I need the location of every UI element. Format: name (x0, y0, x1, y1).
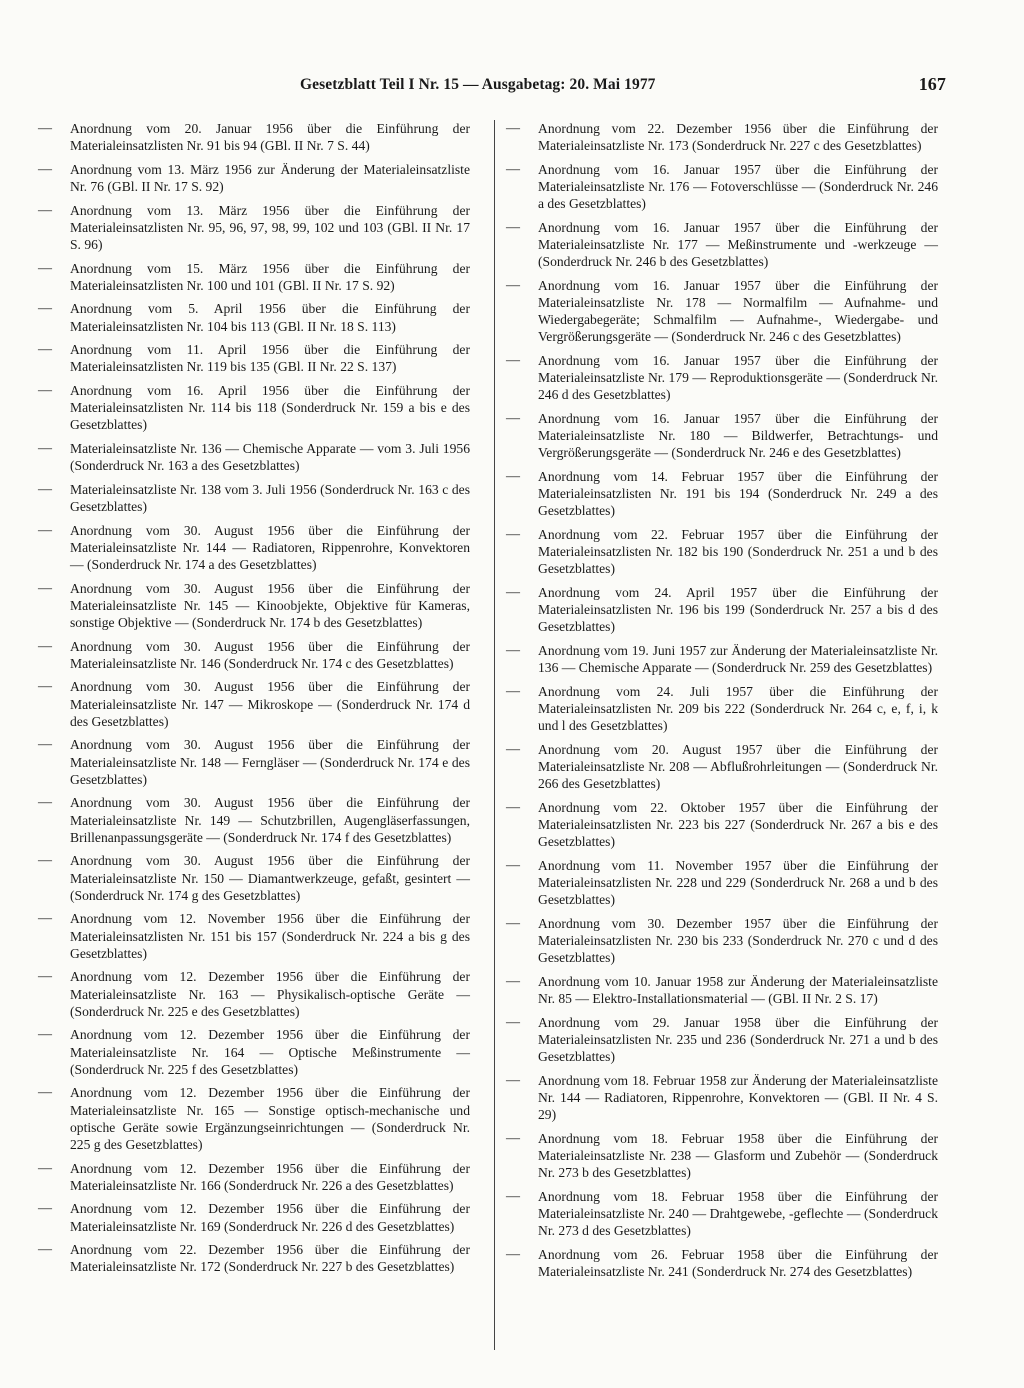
list-item-text: Anordnung vom 18. Februar 1958 über die Einführung der Materialeinsatzliste Nr. 240 — Drahtgewebe, -geflechte — (Sonderdruck Nr. 273 d des Gesetzblattes) (538, 1188, 938, 1238)
list-item-text: Anordnung vom 30. August 1956 über die Einführung der Materialeinsatzliste Nr. 147 — Mikroskope — (Sonderdruck Nr. 174 d des Gesetzblattes) (70, 679, 470, 729)
list-dash-marker: — (38, 301, 52, 317)
list-item-text: Anordnung vom 12. Dezember 1956 über die Einführung der Materialeinsatzliste Nr. 164 — Optische Meßinstrumente — (Sonderdruck Nr. 225 f des Gesetzblattes) (70, 1027, 470, 1077)
list-item (506, 410, 938, 462)
right-column (506, 120, 938, 1286)
list-item (506, 161, 938, 213)
list-item (506, 277, 938, 346)
list-item-text: Anordnung vom 18. Februar 1958 über die Einführung der Materialeinsatzliste Nr. 238 — Glasform und Zubehör — (Sonderdruck Nr. 273 b des Gesetzblattes) (538, 1130, 938, 1180)
list-item (38, 440, 470, 474)
list-item-text: Anordnung vom 13. März 1956 zur Änderung der Materialeinsatzliste Nr. 76 (GBl. II Nr. 17 S. 92) (70, 161, 470, 194)
list-dash-marker: — (38, 481, 52, 497)
list-dash-marker: — (506, 161, 520, 177)
list-dash-marker: — (506, 1246, 520, 1262)
list-dash-marker: — (38, 121, 52, 136)
list-dash-marker: — (38, 911, 52, 927)
list-item (506, 584, 938, 636)
list-item-text: Anordnung vom 29. Januar 1958 über die Einführung der Materialeinsatzlisten Nr. 235 und 236 (Sonderdruck Nr. 271 a und b des Gesetzblattes) (538, 1014, 938, 1064)
list-item-text: Anordnung vom 14. Februar 1957 über die Einführung der Materialeinsatzlisten Nr. 191 bis 194 (Sonderdruck Nr. 249 a des Gesetzblattes) (538, 469, 938, 519)
list-item (506, 219, 938, 271)
list-item-text: Anordnung vom 19. Juni 1957 zur Änderung der Materialeinsatzliste Nr. 136 — Chemische Apparate — (Sonderdruck Nr. 259 des Gesetzblattes) (538, 643, 938, 676)
list-dash-marker: — (38, 1027, 52, 1043)
list-item-text: Anordnung vom 22. Dezember 1956 über die Einführung der Materialeinsatzliste Nr. 173 (Sonderdruck Nr. 227 c des Gesetzblattes) (538, 121, 938, 154)
list-item-text: Materialeinsatzliste Nr. 136 — Chemische Apparate — vom 3. Juli 1956 (Sonderdruck Nr. 163 a des Gesetzblattes) (70, 440, 470, 474)
list-item-text: Anordnung vom 13. März 1956 über die Einführung der Materialeinsatzlisten Nr. 95, 96, 97, 98, 99, 102 und 103 (GBl. II Nr. 17 S. 96) (70, 202, 470, 252)
page-header (300, 76, 946, 98)
list-item-text: Anordnung vom 30. August 1956 über die Einführung der Materialeinsatzliste Nr. 150 — Diamantwerkzeuge, gefaßt, gesintert — (Sonderdruck Nr. 174 g des Gesetzblattes) (70, 853, 470, 903)
list-item-text: Anordnung vom 22. Oktober 1957 über die Einführung der Materialeinsatzlisten Nr. 223 bis 227 (Sonderdruck Nr. 267 a bis e des Gesetzblattes) (538, 799, 938, 850)
page-header-title: Gesetzblatt Teil I Nr. 15 — Ausgabetag: 20. Mai 1977 (300, 76, 656, 93)
list-item (38, 202, 470, 254)
list-item-text: Anordnung vom 12. Dezember 1956 über die Einführung der Materialeinsatzliste Nr. 163 — Physikalisch-optische Geräte — (Sonderdruck Nr. 225 e des Gesetzblattes) (70, 969, 470, 1019)
list-item (506, 1130, 938, 1182)
list-item (506, 857, 938, 909)
list-item-text: Anordnung vom 30. August 1956 über die Einführung der Materialeinsatzliste Nr. 149 — Schutzbrillen, Augengläserfassungen, Brillenanpassungsgeräte — (Sonderdruck Nr. 174 f des Gesetzblattes) (70, 795, 470, 845)
list-item (38, 852, 470, 904)
list-dash-marker: — (38, 638, 52, 654)
list-dash-marker: — (506, 1014, 520, 1030)
list-item-text: Anordnung vom 12. November 1956 über die Einführung der Materialeinsatzlisten Nr. 151 bis 157 (Sonderdruck Nr. 224 a bis g des Gesetzblattes) (70, 911, 470, 961)
list-item-text: Anordnung vom 16. Januar 1957 über die Einführung der Materialeinsatzliste Nr. 179 — Reproduktionsgeräte — (Sonderdruck Nr. 246 d des Gesetzblattes) (538, 353, 938, 403)
list-item-text: Anordnung vom 30. August 1956 über die Einführung der Materialeinsatzliste Nr. 148 — Ferngläser — (Sonderdruck Nr. 174 e des Gesetzblattes) (70, 737, 470, 787)
list-dash-marker: — (506, 915, 520, 931)
list-item (38, 910, 470, 962)
list-item-text: Anordnung vom 10. Januar 1958 zur Änderung der Materialeinsatzliste Nr. 85 — Elektro-Installationsmaterial — (GBl. II Nr. 2 S. 17) (538, 973, 938, 1006)
list-item-text: Anordnung vom 20. August 1957 über die Einführung der Materialeinsatzliste Nr. 208 — Abflußrohrleitungen — (Sonderdruck Nr. 266 des Gesetzblattes) (538, 741, 938, 792)
list-item (38, 968, 470, 1020)
list-item (38, 341, 470, 375)
list-item (506, 799, 938, 851)
list-dash-marker: — (38, 580, 52, 596)
list-dash-marker: — (38, 737, 52, 753)
list-item-text: Anordnung vom 16. Januar 1957 über die Einführung der Materialeinsatzliste Nr. 178 — Normalfilm — Aufnahme- und Wiedergabegeräte; Schmalfilm — Aufnahme-, Wiedergabe- und Vergrößerungsgeräte — (Sonderdruck Nr. 246 c des Gesetzblattes) (538, 277, 938, 345)
list-dash-marker: — (38, 440, 52, 456)
list-item-text: Anordnung vom 5. April 1956 über die Einführung der Materialeinsatzlisten Nr. 104 bis 113 (GBl. II Nr. 18 S. 113) (70, 301, 470, 334)
list-item-text: Anordnung vom 16. April 1956 über die Einführung der Materialeinsatzlisten Nr. 114 bis 118 (Sonderdruck Nr. 159 a bis e des Gesetzblattes) (70, 382, 470, 433)
list-item (506, 642, 938, 676)
list-item (506, 973, 938, 1007)
list-item (38, 580, 470, 632)
list-dash-marker: — (38, 969, 52, 985)
list-item (38, 161, 470, 195)
list-dash-marker: — (38, 1201, 52, 1217)
list-item (38, 481, 470, 515)
list-dash-marker: — (38, 795, 52, 811)
column-divider (494, 120, 495, 1350)
list-dash-marker: — (506, 219, 520, 235)
list-dash-marker: — (38, 522, 52, 538)
list-item (38, 522, 470, 574)
list-item (38, 1160, 470, 1194)
list-item (506, 1188, 938, 1240)
list-dash-marker: — (38, 382, 52, 398)
list-item (506, 915, 938, 967)
list-dash-marker: — (506, 683, 520, 699)
list-dash-marker: — (38, 260, 52, 276)
list-item (506, 1246, 938, 1280)
list-dash-marker: — (506, 643, 520, 658)
list-item-text: Anordnung vom 30. August 1956 über die Einführung der Materialeinsatzliste Nr. 146 (Sonderdruck Nr. 174 c des Gesetzblattes) (70, 638, 470, 671)
list-item-text: Anordnung vom 22. Februar 1957 über die Einführung der Materialeinsatzlisten Nr. 182 bis 190 (Sonderdruck Nr. 251 a und b des Gesetzblattes) (538, 527, 938, 577)
list-dash-marker: — (506, 799, 520, 815)
list-dash-marker: — (38, 1085, 52, 1101)
list-item (38, 300, 470, 334)
list-item (506, 526, 938, 578)
list-dash-marker: — (506, 411, 520, 426)
list-dash-marker: — (38, 853, 52, 869)
list-dash-marker: — (506, 1188, 520, 1204)
list-item (38, 1241, 470, 1275)
list-dash-marker: — (506, 1130, 520, 1146)
list-item-text: Anordnung vom 16. Januar 1957 über die Einführung der Materialeinsatzliste Nr. 176 — Fotoverschlüsse — (Sonderdruck Nr. 246 a des Gesetzblattes) (538, 161, 938, 212)
list-item-text: Anordnung vom 20. Januar 1956 über die Einführung der Materialeinsatzlisten Nr. 91 bis 94 (GBl. II Nr. 7 S. 44) (70, 121, 470, 154)
page-number: 167 (918, 74, 946, 94)
list-dash-marker: — (506, 1072, 520, 1088)
list-dash-marker: — (506, 469, 520, 484)
list-item-text: Anordnung vom 26. Februar 1958 über die Einführung der Materialeinsatzliste Nr. 241 (Sonderdruck Nr. 274 des Gesetzblattes) (538, 1246, 938, 1279)
list-dash-marker: — (506, 277, 520, 293)
list-dash-marker: — (38, 202, 52, 218)
list-item (38, 120, 470, 154)
list-dash-marker: — (506, 585, 520, 600)
list-dash-marker: — (506, 857, 520, 873)
list-item-text: Anordnung vom 16. Januar 1957 über die Einführung der Materialeinsatzliste Nr. 177 — Meßinstrumente und -werkzeuge — (Sonderdruck Nr. 246 b des Gesetzblattes) (538, 219, 938, 270)
list-dash-marker: — (38, 342, 52, 358)
list-item (506, 683, 938, 735)
list-item-text: Anordnung vom 11. April 1956 über die Einführung der Materialeinsatzlisten Nr. 119 bis 135 (GBl. II Nr. 22 S. 137) (70, 342, 470, 375)
list-item-text: Anordnung vom 24. April 1957 über die Einführung der Materialeinsatzlisten Nr. 196 bis 199 (Sonderdruck Nr. 257 a bis d des Gesetzblattes) (538, 585, 938, 635)
list-item (38, 736, 470, 788)
list-item (506, 1072, 938, 1124)
list-dash-marker: — (506, 527, 520, 542)
list-dash-marker: — (38, 1242, 52, 1258)
list-dash-marker: — (38, 161, 52, 177)
list-item-text: Anordnung vom 11. November 1957 über die Einführung der Materialeinsatzlisten Nr. 228 und 229 (Sonderdruck Nr. 268 a und b des Gesetzblattes) (538, 857, 938, 908)
list-item-text: Anordnung vom 30. August 1956 über die Einführung der Materialeinsatzliste Nr. 144 — Radiatoren, Rippenrohre, Konvektoren — (Sonderdruck Nr. 174 a des Gesetzblattes) (70, 522, 470, 572)
list-item (506, 741, 938, 793)
list-item-text: Anordnung vom 12. Dezember 1956 über die Einführung der Materialeinsatzliste Nr. 165 — Sonstige optisch-mechanische und optische Geräte sowie Ergänzungseinrichtungen — (Sonderdruck Nr. 225 g des Gesetzblattes) (70, 1085, 470, 1152)
list-dash-marker: — (506, 353, 520, 368)
list-dash-marker: — (506, 973, 520, 989)
list-item (38, 794, 470, 846)
list-dash-marker: — (38, 1160, 52, 1176)
left-column (38, 120, 470, 1282)
list-item (506, 120, 938, 154)
list-item (506, 468, 938, 520)
list-item-text: Anordnung vom 12. Dezember 1956 über die Einführung der Materialeinsatzliste Nr. 169 (Sonderdruck Nr. 226 d des Gesetzblattes) (70, 1201, 470, 1234)
list-dash-marker: — (38, 679, 52, 695)
list-item-text: Anordnung vom 22. Dezember 1956 über die Einführung der Materialeinsatzliste Nr. 172 (Sonderdruck Nr. 227 b des Gesetzblattes) (70, 1242, 470, 1275)
list-item-text: Anordnung vom 15. März 1956 über die Einführung der Materialeinsatzlisten Nr. 100 und 101 (GBl. II Nr. 17 S. 92) (70, 260, 470, 293)
list-dash-marker: — (506, 741, 520, 757)
list-dash-marker: — (506, 121, 520, 136)
list-item (506, 352, 938, 404)
list-item (38, 260, 470, 294)
list-item-text: Anordnung vom 30. August 1956 über die Einführung der Materialeinsatzliste Nr. 145 — Kinoobjekte, Objektive für Kameras, sonstige Objektive — (Sonderdruck Nr. 174 b des Gesetzblattes) (70, 580, 470, 630)
list-item (506, 1014, 938, 1066)
list-item (38, 382, 470, 434)
list-item (38, 638, 470, 672)
list-item (38, 1026, 470, 1078)
list-item-text: Anordnung vom 12. Dezember 1956 über die Einführung der Materialeinsatzliste Nr. 166 (Sonderdruck Nr. 226 a des Gesetzblattes) (70, 1160, 470, 1193)
list-item (38, 678, 470, 730)
list-item-text: Anordnung vom 18. Februar 1958 zur Änderung der Materialeinsatzliste Nr. 144 — Radiatoren, Rippenrohre, Konvektoren — (GBl. II Nr. 4 S. 29) (538, 1072, 938, 1122)
list-item-text: Anordnung vom 16. Januar 1957 über die Einführung der Materialeinsatzliste Nr. 180 — Bildwerfer, Betrachtungs- und Vergrößerungsgeräte — (Sonderdruck Nr. 246 e des Gesetzblattes) (538, 411, 938, 461)
list-item (38, 1200, 470, 1234)
list-item-text: Anordnung vom 24. Juli 1957 über die Einführung der Materialeinsatzlisten Nr. 209 bis 222 (Sonderdruck Nr. 264 c, e, f, i, k und l des Gesetzblattes) (538, 683, 938, 734)
list-item (38, 1084, 470, 1153)
list-item-text: Materialeinsatzliste Nr. 138 vom 3. Juli 1956 (Sonderdruck Nr. 163 c des Gesetzblattes) (70, 481, 470, 514)
list-item-text: Anordnung vom 30. Dezember 1957 über die Einführung der Materialeinsatzlisten Nr. 230 bis 233 (Sonderdruck Nr. 270 c und d des Gesetzblattes) (538, 915, 938, 966)
